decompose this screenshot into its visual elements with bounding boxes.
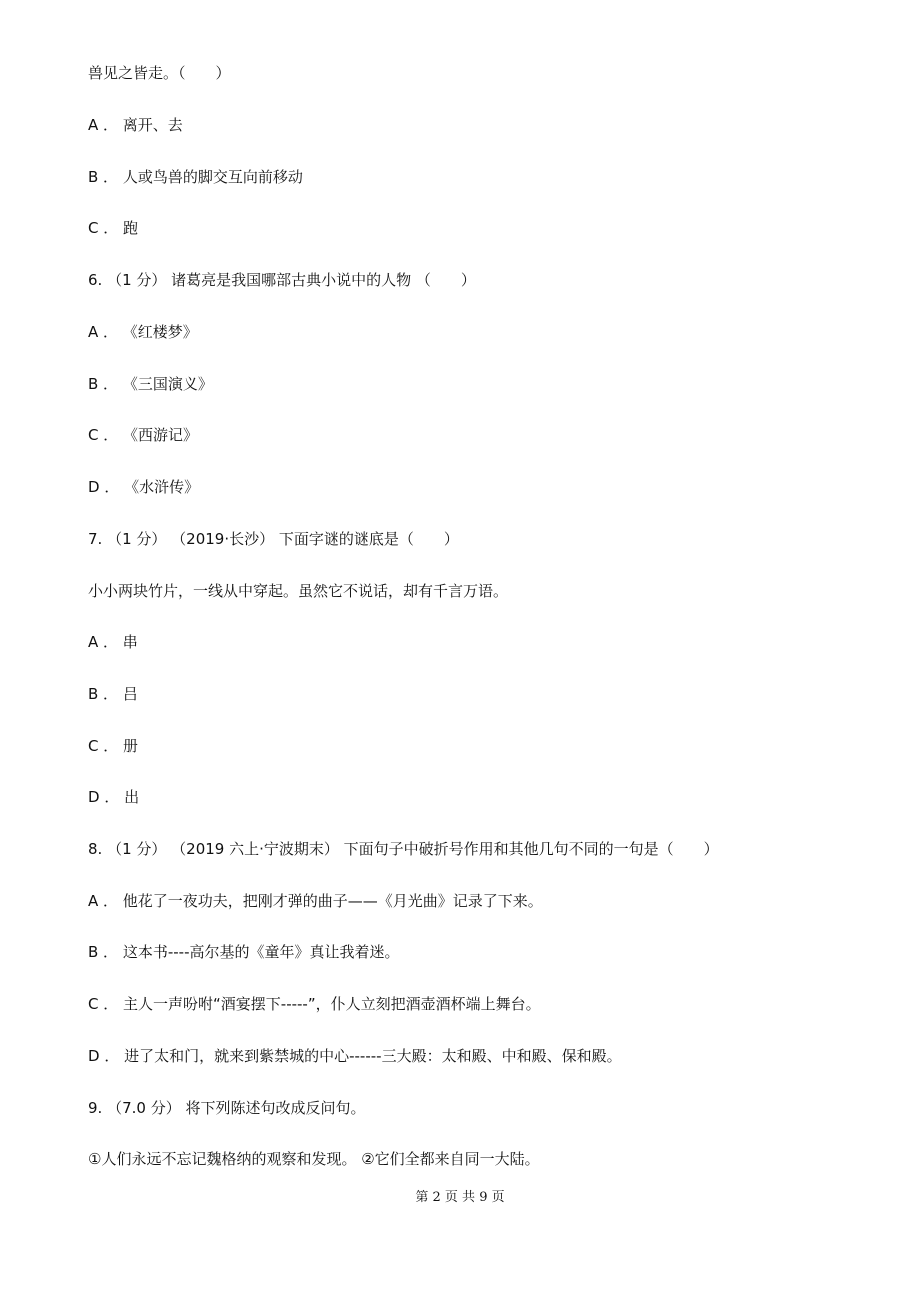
question-7-stem: 7. （1 分） （2019·长沙） 下面字谜的谜底是（ ） — [88, 530, 459, 548]
question-5-option-a: A ． 离开、去 — [88, 116, 183, 134]
question-8-stem: 8. （1 分） （2019 六上·宁波期末） 下面句子中破折号作用和其他几句不同的一句是（ ） — [88, 840, 719, 858]
question-7-option-b: B ． 吕 — [88, 685, 138, 703]
question-5-sentence: 兽见之皆走。（ ） — [88, 64, 231, 82]
question-7-riddle: 小小两块竹片，一线从中穿起。虽然它不说话，却有千言万语。 — [88, 582, 509, 600]
question-8-option-a: A ． 他花了一夜功夫，把刚才弹的曲子——《月光曲》记录了下来。 — [88, 892, 543, 910]
question-6-stem: 6. （1 分） 诸葛亮是我国哪部古典小说中的人物 （ ） — [88, 271, 476, 289]
question-5-option-c: C ． 跑 — [88, 219, 139, 237]
question-9-sentences: ①人们永远不忘记魏格纳的观察和发现。 ②它们全都来自同一大陆。 — [88, 1150, 540, 1168]
question-8-option-d: D ． 进了太和门，就来到紫禁城的中心------三大殿：太和殿、中和殿、保和殿。 — [88, 1047, 622, 1065]
question-8-option-c: C ． 主人一声吩咐“酒宴摆下-----”，仆人立刻把酒壶酒杯端上舞台。 — [88, 995, 541, 1013]
question-7-option-a: A ． 串 — [88, 633, 138, 651]
question-8-option-b: B ． 这本书----高尔基的《童年》真让我着迷。 — [88, 943, 400, 961]
question-6-option-d: D ． 《水浒传》 — [88, 478, 200, 496]
page-footer: 第 2 页 共 9 页 — [415, 1190, 505, 1205]
question-7-option-d: D ． 出 — [88, 788, 140, 806]
question-6-option-a: A ． 《红楼梦》 — [88, 323, 198, 341]
question-6-option-c: C ． 《西游记》 — [88, 426, 199, 444]
question-9-stem: 9. （7.0 分） 将下列陈述句改成反问句。 — [88, 1099, 366, 1117]
question-5-option-b: B ． 人或鸟兽的脚交互向前移动 — [88, 168, 303, 186]
question-6-option-b: B ． 《三国演义》 — [88, 375, 213, 393]
question-7-option-c: C ． 册 — [88, 737, 139, 755]
